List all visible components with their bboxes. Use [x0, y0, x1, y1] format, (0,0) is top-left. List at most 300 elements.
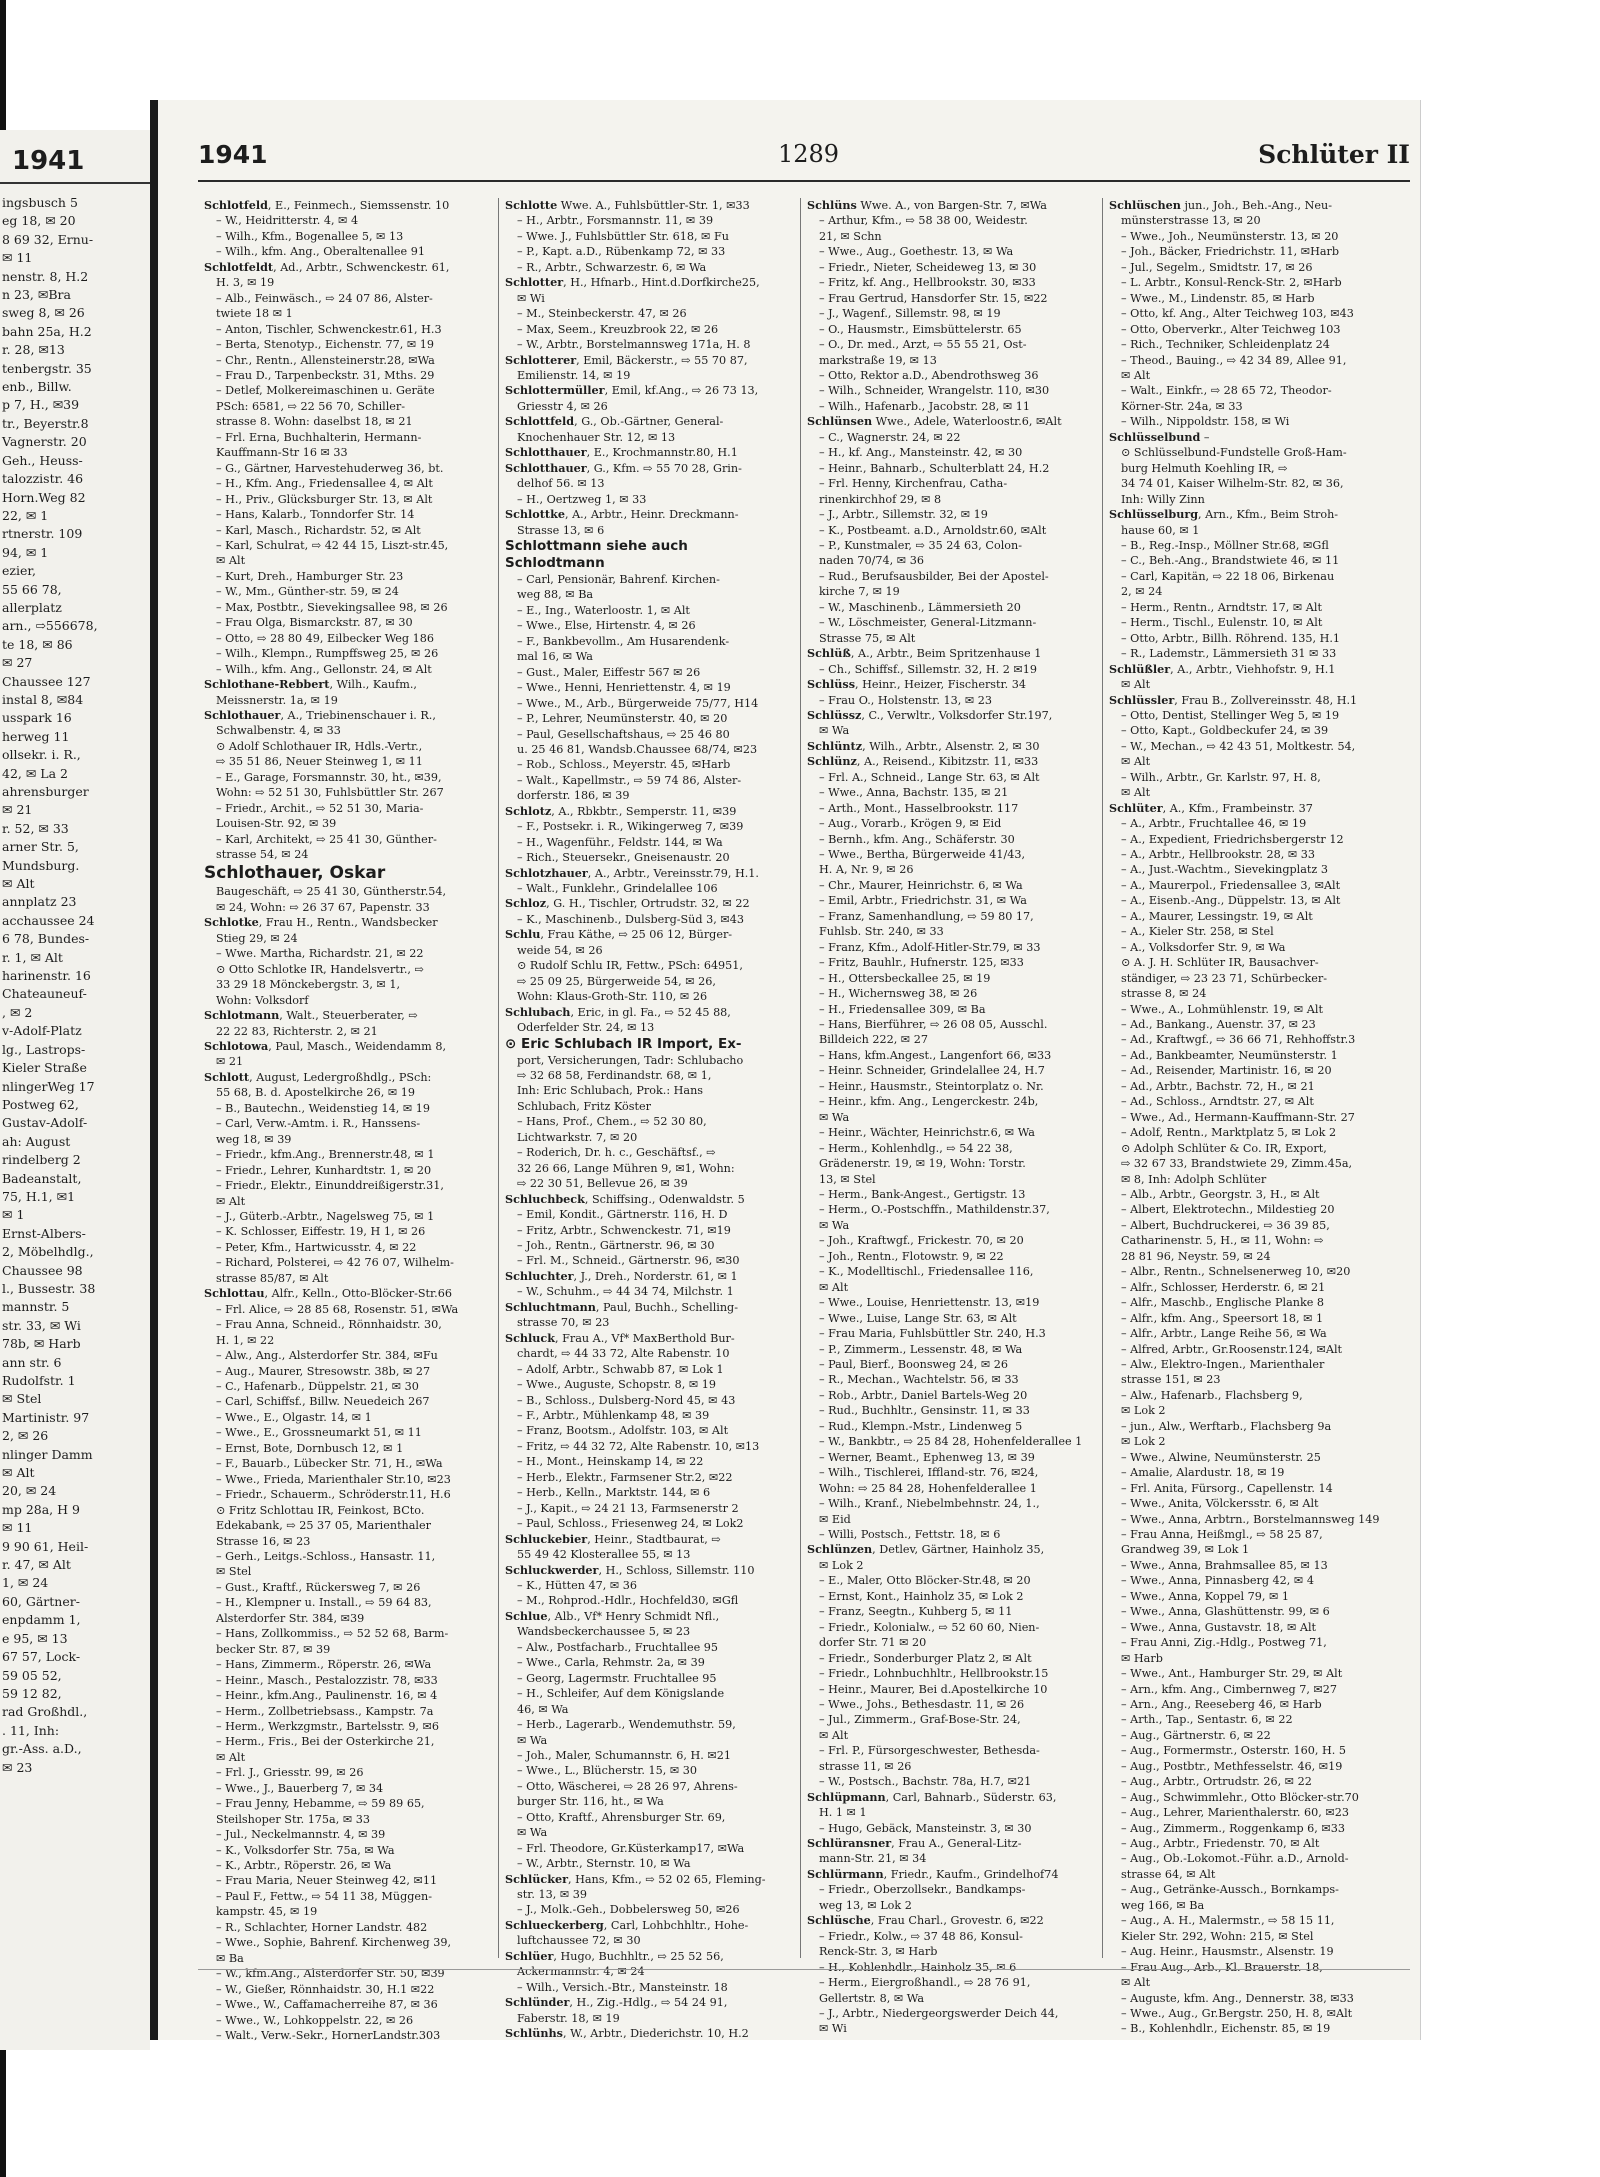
entry-line: – Carl, Schiffsf., Billw. Neuedeich 267 — [216, 1395, 430, 1409]
entry-line: – Alb., Feinwäsch., ⇨ 24 07 86, Alster- — [216, 291, 433, 305]
surname-entry — [198, 1008, 484, 1023]
entry-line: – Arth., Mont., Hasselbrookstr. 117 — [819, 801, 1019, 815]
entry-line: – Wwe., Anna, Arbtrn., Borstelmannsweg 149 — [1121, 1512, 1380, 1526]
entry-line: – H., kf. Ang., Mansteinstr. 42, ✉ 30 — [819, 446, 1023, 460]
entry-line: Kieler Str. 292, Wohn: 215, ✉ Stel — [1121, 1929, 1314, 1943]
entry-line: – Frl. J., Griesstr. 99, ✉ 26 — [216, 1766, 364, 1780]
entry-line: – H., Wagenführ., Feldstr. 144, ✉ Wa — [517, 835, 723, 849]
entry-line: ✉ Alt — [1121, 755, 1151, 769]
entry-line: – K., Arbtr., Röperstr. 26, ✉ Wa — [216, 1859, 392, 1873]
entry-line: ⇨ 32 68 58, Ferdinandstr. 68, ✉ 1, — [517, 1069, 712, 1083]
surname: Schluchbeck — [505, 1191, 585, 1206]
surname-entry — [499, 2026, 785, 2041]
entry-line: – Wwe., Anita, Völckersstr. 6, ✉ Alt — [1121, 1497, 1319, 1511]
entry-line: – Ch., Schiffsf., Sillemstr. 32, H. 2 ✉19 — [819, 662, 1037, 676]
entry-line: – Werner, Beamt., Ephenweg 13, ✉ 39 — [819, 1450, 1035, 1464]
entry-line: – K. Schlosser, Eiffestr. 19, H 1, ✉ 26 — [216, 1225, 426, 1239]
entry-line: – Fritz, ⇨ 44 32 72, Alte Rabenstr. 10, ✉13 — [517, 1439, 760, 1453]
surname-entry — [1103, 198, 1389, 213]
entry-line: strasse 70, ✉ 23 — [517, 1316, 610, 1330]
entry-line: – Frau Anna, Schneid., Rönnhaidstr. 30, — [216, 1318, 442, 1332]
entry-line: – Frau Gertrud, Hansdorfer Str. 15, ✉22 — [819, 291, 1048, 305]
entry-line: – F., Postsekr. i. R., Wikingerweg 7, ✉39 — [517, 820, 744, 834]
entry-line: Strasse 16, ✉ 23 — [216, 1534, 311, 1548]
page-header — [198, 140, 1410, 182]
entry-line: Wohn: Volksdorf — [216, 993, 309, 1007]
entry-line: – Hans, Zollkommiss., ⇨ 52 52 68, Barm- — [216, 1627, 449, 1641]
entry-details: , Ad., Arbtr., Schwenckestr. 61, — [273, 260, 450, 274]
entry-line: – Adolf, Arbtr., Schwabb 87, ✉ Lok 1 — [517, 1362, 724, 1376]
entry-columns — [198, 198, 1418, 2043]
entry-line: – Franz, Samenhandlung, ⇨ 59 80 17, — [819, 909, 1034, 923]
previous-page-line: sweg 8, ✉ 26 — [2, 305, 85, 321]
previous-page-line: ah: August — [2, 1133, 71, 1149]
entry-line: – Franz, Seegtn., Kuhberg 5, ✉ 11 — [819, 1605, 1013, 1619]
previous-page-line: nlingerWeg 17 — [2, 1078, 95, 1094]
surname-entry — [499, 383, 785, 398]
surname-entry — [1103, 801, 1389, 816]
previous-page-line: 94, ✉ 1 — [2, 544, 49, 560]
surname-entry — [499, 1269, 785, 1284]
entry-line: – Arth., Tap., Sentastr. 6, ✉ 22 — [1121, 1713, 1293, 1727]
entry-line: – H., Schleifer, Auf dem Königslande — [517, 1687, 725, 1701]
entry-line: – Fritz, kf. Ang., Hellbrookstr. 30, ✉33 — [819, 276, 1036, 290]
entry-line: – Hans, Kalarb., Tonndorfer Str. 14 — [216, 508, 415, 522]
entry-details: , Detlev, Gärtner, Hainholz 35, — [872, 1543, 1045, 1557]
entry-line: Wandsbeckerchaussee 5, ✉ 23 — [517, 1625, 691, 1639]
entry-line: – Aug., Zimmerm., Roggenkamp 6, ✉33 — [1121, 1821, 1346, 1835]
entry-line: 55 49 42 Klosterallee 55, ✉ 13 — [517, 1548, 691, 1562]
header-year: 1941 — [198, 140, 268, 169]
previous-page-line: str. 33, ✉ Wi — [2, 1317, 81, 1333]
entry-details: , Hans, Kfm., ⇨ 52 02 65, Fleming- — [567, 1872, 766, 1886]
entry-line: – Frl. Erna, Buchhalterin, Hermann- — [216, 430, 422, 444]
previous-page-line: gr.-Ass. a.D., — [2, 1741, 82, 1757]
entry-line: ⇨ 25 09 25, Bürgerweide 54, ✉ 26, — [517, 974, 716, 988]
entry-line: – Rich., Techniker, Schleidenplatz 24 — [1121, 338, 1330, 352]
previous-page-line: mp 28a, H 9 — [2, 1501, 80, 1517]
entry-line: – Jul., Zimmerm., Graf-Bose-Str. 24, — [819, 1713, 1021, 1727]
entry-line: – H., Klempner u. Install., ⇨ 59 64 83, — [216, 1596, 432, 1610]
previous-page-line: lg., Lastrops- — [2, 1041, 86, 1057]
surname: Schlotter — [505, 275, 564, 290]
surname: Schlottau — [204, 1286, 265, 1301]
entry-line: – Frl. Theodore, Gr.Küsterkamp17, ✉Wa — [517, 1841, 745, 1855]
entry-line: – Wilh., kfm. Ang., Oberaltenallee 91 — [216, 245, 425, 259]
previous-page-line: ezier, — [2, 563, 36, 579]
previous-page-line: rindelberg 2 — [2, 1152, 81, 1168]
entry-details: , Paul, Masch., Weidendamm 8, — [268, 1040, 447, 1054]
entry-line: – Rud., Berufsausbilder, Bei der Apostel- — [819, 569, 1049, 583]
previous-page-line: Postweg 62, — [2, 1096, 79, 1112]
surname: Schlotke — [204, 915, 259, 930]
surname: Schlotthauer — [505, 445, 587, 460]
entry-line: – Frau Maria, Fuhlsbüttler Str. 240, H.3 — [819, 1327, 1046, 1341]
entry-line: – Wwe., M., Lindenstr. 85, ✉ Harb — [1121, 291, 1315, 305]
surname-entry — [198, 915, 484, 930]
surname-entry — [1103, 662, 1389, 677]
entry-line: Wohn: ⇨ 52 51 30, Fuhlsbüttler Str. 267 — [216, 786, 444, 800]
entry-line: – Wwe., Ad., Hermann-Kauffmann-Str. 27 — [1121, 1110, 1355, 1124]
entry-line: – Carl, Pensionär, Bahrenf. Kirchen- — [517, 572, 720, 586]
previous-page-year: 1941 — [0, 130, 150, 184]
entry-line: – Carl, Verw.-Amtm. i. R., Hanssens- — [216, 1117, 421, 1131]
entry-line: – E., Maler, Otto Blöcker-Str.48, ✉ 20 — [819, 1574, 1031, 1588]
entry-line: – A., Volksdorfer Str. 9, ✉ Wa — [1121, 940, 1286, 954]
entry-line: Griesstr 4, ✉ 26 — [517, 399, 608, 413]
surname: Schlubach — [505, 1004, 571, 1019]
surname: Schlüssz — [807, 707, 862, 722]
entry-line: ✉ Wa — [517, 1826, 548, 1840]
entry-line: – Wwe., A., Lohmühlenstr. 19, ✉ Alt — [1121, 1002, 1323, 1016]
surname: Schlünzen — [807, 1542, 873, 1557]
entry-line: ✉ Lok 2 — [819, 1558, 864, 1572]
entry-line: – Frau D., Tarpenbeckstr. 31, Mths. 29 — [216, 368, 435, 382]
entry-line: – H., Mont., Heinskamp 14, ✉ 22 — [517, 1455, 704, 1469]
entry-line: – Heinr., Bahnarb., Schulterblatt 24, H.2 — [819, 461, 1050, 475]
entry-line: – Hugo, Gebäck, Mansteinstr. 3, ✉ 30 — [819, 1821, 1032, 1835]
entry-line: – Wilh., Kranf., Niebelmbehnstr. 24, 1., — [819, 1497, 1040, 1511]
surname-entry — [499, 1532, 785, 1547]
entry-line: – F., Bauarb., Lübecker Str. 71, H., ✉Wa — [216, 1457, 443, 1471]
entry-line: ständiger, ⇨ 23 23 71, Schürbecker- — [1121, 971, 1327, 985]
entry-line: – Gerh., Leitgs.-Schloss., Hansastr. 11, — [216, 1549, 436, 1563]
entry-line: – Wwe., L., Blücherstr. 15, ✉ 30 — [517, 1764, 698, 1778]
entry-line: – Frau Maria, Neuer Steinweg 42, ✉11 — [216, 1874, 438, 1888]
entry-line: – Wwe., E., Grossneumarkt 51, ✉ 11 — [216, 1426, 422, 1440]
surname-entry — [499, 927, 785, 942]
previous-page-line: arner Str. 5, — [2, 839, 79, 855]
entry-line: – Arn., kfm. Ang., Cimbernweg 7, ✉27 — [1121, 1682, 1338, 1696]
surname-entry — [499, 1331, 785, 1346]
surname: Schloz — [505, 896, 547, 911]
previous-page-line: Badeanstalt, — [2, 1170, 82, 1186]
entry-line: strasse 11, ✉ 26 — [819, 1759, 912, 1773]
entry-line: – Ad., Schloss., Arndtstr. 27, ✉ Alt — [1121, 1095, 1314, 1109]
entry-line: – Heinr. Schneider, Grindelallee 24, H.7 — [819, 1064, 1045, 1078]
entry-line: ⊙ Adolf Schlothauer IR, Hdls.-Vertr., — [216, 739, 423, 753]
previous-page-line: Rudolfstr. 1 — [2, 1373, 76, 1388]
entry-line: – Wwe., Carla, Rehmstr. 2a, ✉ 39 — [517, 1656, 705, 1670]
entry-line: – Friedr., Elektr., Einunddreißigerstr.31, — [216, 1179, 444, 1193]
previous-page-line: ✉ Stel — [2, 1391, 42, 1407]
entry-line: – Wwe., Else, Hirtenstr. 4, ✉ 26 — [517, 619, 696, 633]
surname-entry — [499, 198, 785, 213]
entry-line: ✉ Alt — [1121, 786, 1151, 800]
entry-details: , H., Hfnarb., Hint.d.Dorfkirche25, — [563, 276, 760, 290]
entry-line: – M., Rohprod.-Hdlr., Hochfeld30, ✉Gfl — [517, 1594, 739, 1608]
entry-line: – Frau Anna, Heißmgl., ⇨ 58 25 87, — [1121, 1527, 1323, 1541]
entry-details: , Eric, in gl. Fa., ⇨ 52 45 88, — [570, 1005, 731, 1019]
previous-page-line: ✉ 1 — [2, 1207, 25, 1223]
entry-line: chardt, ⇨ 44 33 72, Alte Rabenstr. 10 — [517, 1347, 730, 1361]
previous-page-line: harinenstr. 16 — [2, 968, 91, 984]
entry-details: , A., Arbtr., Beim Spritzenhause 1 — [850, 647, 1042, 661]
entry-line: – Willi, Postsch., Fettstr. 18, ✉ 6 — [819, 1527, 1001, 1541]
entry-line: – H., Priv., Glücksburger Str. 13, ✉ Alt — [216, 492, 433, 506]
entry-line: – Wwe., Auguste, Schopstr. 8, ✉ 19 — [517, 1378, 717, 1392]
entry-line: – L. Arbtr., Konsul-Renck-Str. 2, ✉Harb — [1121, 276, 1342, 290]
entry-line: – Ad., Bankang., Auenstr. 37, ✉ 23 — [1121, 1018, 1316, 1032]
previous-page-line: 42, ✉ La 2 — [2, 765, 68, 781]
entry-line: ✉ Lok 2 — [1121, 1435, 1166, 1449]
entry-line: – Heinr., Masch., Pestalozzistr. 78, ✉33 — [216, 1673, 438, 1687]
entry-line: ✉ 21 — [216, 1055, 244, 1069]
entry-line: naden 70/74, ✉ 36 — [819, 554, 924, 568]
entry-line: – Wwe., Johs., Bethesdastr. 11, ✉ 26 — [819, 1697, 1025, 1711]
page-number: 1289 — [778, 140, 840, 168]
entry-line: – Friedr., Kolw., ⇨ 37 48 86, Konsul- — [819, 1929, 1023, 1943]
entry-line: – Hans, Bierführer, ⇨ 26 08 05, Ausschl. — [819, 1018, 1048, 1032]
entry-line: port, Versicherungen, Tadr: Schlubacho — [517, 1053, 744, 1067]
entry-line: – Frl. P., Fürsorgeschwester, Bethesda- — [819, 1744, 1040, 1758]
entry-line: strasse 8. Wohn: daselbst 18, ✉ 21 — [216, 415, 413, 429]
surname-entry — [198, 708, 484, 723]
entry-line: H. 1 ✉ 1 — [819, 1806, 867, 1820]
previous-page-line: 55 66 78, — [2, 581, 62, 597]
previous-page-line: ✉ 11 — [2, 1520, 33, 1536]
entry-line: – H., Arbtr., Forsmannstr. 11, ✉ 39 — [517, 214, 714, 228]
surname-entry — [801, 414, 1087, 429]
entry-line: – A., Just.-Wachtm., Sievekingplatz 3 — [1121, 863, 1328, 877]
entry-line: – Alfr., Arbtr., Lange Reihe 56, ✉ Wa — [1121, 1327, 1327, 1341]
entry-line: ✉ Alt — [1121, 678, 1151, 692]
surname: Schlottfeld — [505, 414, 575, 429]
previous-page-line: 78b, ✉ Harb — [2, 1336, 81, 1352]
entry-line: – W., Mm., Günther-str. 59, ✉ 24 — [216, 585, 399, 599]
previous-page-line: rtnerstr. 109 — [2, 526, 83, 542]
entry-line: PSch: 6581, ⇨ 22 56 70, Schiller- — [216, 399, 406, 413]
entry-line: – W., Arbtr., Borstelmannsweg 171a, H. 8 — [517, 338, 751, 352]
entry-line: – Aug., Gärtnerstr. 6, ✉ 22 — [1121, 1728, 1271, 1742]
previous-page-line: Ernst-Albers- — [2, 1225, 86, 1241]
entry-line: ✉ 8, Inh: Adolph Schlüter — [1121, 1172, 1267, 1186]
surname: Schlürmann — [807, 1866, 884, 1881]
entry-line: – P., Kapt. a.D., Rübenkamp 72, ✉ 33 — [517, 245, 726, 259]
entry-line: – Walt., Verw.-Sekr., HornerLandstr.303 — [216, 2029, 441, 2043]
entry-line: münsterstrasse 13, ✉ 20 — [1121, 214, 1261, 228]
entry-line: – Wwe., Anna, Bachstr. 135, ✉ 21 — [819, 786, 1009, 800]
entry-line: – Frau Aug., Arb., Kl. Brauerstr. 18, — [1121, 1960, 1323, 1974]
entry-line: ✉ Alt — [1121, 368, 1151, 382]
previous-page-line: eg 18, ✉ 20 — [2, 213, 76, 229]
previous-page-line: 6 78, Bundes- — [2, 931, 90, 947]
entry-line: – R., Mechan., Wachtelstr. 56, ✉ 33 — [819, 1373, 1019, 1387]
entry-line: – Friedr., Lehrer, Kunhardtstr. 1, ✉ 20 — [216, 1163, 432, 1177]
entry-line: – Wwe., Bertha, Bürgerweide 41/43, — [819, 848, 1026, 862]
entry-details: , Hugo, Buchhltr., ⇨ 25 52 56, — [553, 1949, 724, 1963]
previous-page-line: ✉ Alt — [2, 1465, 35, 1481]
surname-entry — [499, 461, 785, 476]
entry-line: – Rud., Buchhltr., Gensinstr. 11, ✉ 33 — [819, 1404, 1030, 1418]
surname-entry — [499, 866, 785, 881]
entry-line: Catharinenstr. 5, H., ✉ 11, Wohn: ⇨ — [1121, 1234, 1324, 1248]
entry-line: – A., Eisenb.-Ang., Düppelstr. 13, ✉ Alt — [1121, 894, 1341, 908]
entry-line: – Alw., Elektro-Ingen., Marienthaler — [1121, 1357, 1325, 1371]
previous-page-line: Chaussee 127 — [2, 673, 91, 689]
surname-entry — [499, 1563, 785, 1578]
entry-line: – B., Reg.-Insp., Möllner Str.68, ✉Gfl — [1121, 538, 1329, 552]
entry-line: – Otto, Rektor a.D., Abendrothsweg 36 — [819, 368, 1039, 382]
entry-line: – Hans, kfm.Angest., Langenfort 66, ✉33 — [819, 1048, 1052, 1062]
entry-line: – Walt., Einkfr., ⇨ 28 65 72, Theodor- — [1121, 384, 1332, 398]
entry-line: Billdeich 222, ✉ 27 — [819, 1033, 928, 1047]
entry-details: , A., Arbtr., Heinr. Dreckmann- — [564, 508, 739, 522]
entry-line: – Herm., Fris., Bei der Osterkirche 21, — [216, 1735, 435, 1749]
surname: Schlüßler — [1109, 661, 1171, 676]
entry-line: 13, ✉ Stel — [819, 1172, 876, 1186]
entry-line: – F., Bankbevollm., Am Husarendenk- — [517, 634, 730, 648]
surname: Schluck — [505, 1330, 555, 1345]
previous-page-line: instal 8, ✉84 — [2, 691, 84, 707]
entry-line: Renck-Str. 3, ✉ Harb — [819, 1945, 938, 1959]
surname-entry — [801, 1542, 1087, 1557]
entry-details: , Walt., Steuerberater, ⇨ — [279, 1009, 418, 1023]
entry-line: – Wwe., Alwine, Neumünsterstr. 25 — [1121, 1450, 1321, 1464]
surname-entry — [801, 754, 1087, 769]
entry-line: – Wwe. J., Fuhlsbüttler Str. 618, ✉ Fu — [517, 229, 729, 243]
entry-line: – H., Ottersbeckallee 25, ✉ 19 — [819, 971, 991, 985]
bottom-rule — [198, 1969, 1410, 1970]
entry-details: – — [1200, 430, 1210, 444]
entry-line: – Alfr., kfm. Ang., Speersort 18, ✉ 1 — [1121, 1311, 1324, 1325]
entry-details: , E., Feinmech., Siemssenstr. 10 — [267, 199, 450, 212]
entry-line: – Aug., A. H., Malermstr., ⇨ 58 15 11, — [1121, 1914, 1335, 1928]
surname-entry — [198, 1286, 484, 1301]
entry-line: – K., Hütten 47, ✉ 36 — [517, 1578, 638, 1592]
entry-line: strasse 64, ✉ Alt — [1121, 1867, 1216, 1881]
entry-line: ⇨ 32 67 33, Brandstwiete 29, Zimm.45a, — [1121, 1157, 1353, 1171]
previous-page-line: ✉ 23 — [2, 1759, 33, 1775]
entry-details: , Frau H., Rentn., Wandsbecker — [258, 916, 438, 930]
entry-line: Körner-Str. 24a, ✉ 33 — [1121, 399, 1243, 413]
surname: Schlüransner — [807, 1836, 892, 1851]
entry-line: Schwalbenstr. 4, ✉ 33 — [216, 724, 341, 738]
entry-line: – Herb., Kelln., Marktstr. 144, ✉ 6 — [517, 1486, 711, 1500]
entry-line: ✉ Wa — [819, 1218, 850, 1232]
surname-entry — [499, 804, 785, 819]
entry-line: ✉ Alt — [216, 1194, 246, 1208]
surname: Schluckebier — [505, 1531, 588, 1546]
entry-line: – Franz, Bootsm., Adolfstr. 103, ✉ Alt — [517, 1424, 729, 1438]
entry-line: markstraße 19, ✉ 13 — [819, 353, 937, 367]
entry-line: – A., Kieler Str. 258, ✉ Stel — [1121, 925, 1274, 939]
entry-line: luftchaussee 72, ✉ 30 — [517, 1934, 641, 1948]
surname-entry — [801, 1836, 1087, 1851]
surname-entry — [499, 1609, 785, 1624]
entry-line: – Chr., Rentn., Allensteinerstr.28, ✉Wa — [216, 353, 435, 367]
previous-page-line: 59 12 82, — [2, 1685, 62, 1701]
entry-line: 46, ✉ Wa — [517, 1702, 569, 1716]
entry-line: – Otto, Oberverkr., Alter Teichweg 103 — [1121, 322, 1341, 336]
entry-line: Steilshoper Str. 175a, ✉ 33 — [216, 1812, 370, 1826]
entry-line: ✉ Alt — [216, 554, 246, 568]
entry-line: H. 1, ✉ 22 — [216, 1333, 275, 1347]
entry-line: – Berta, Stenotyp., Eichenstr. 77, ✉ 19 — [216, 338, 435, 352]
surname-entry — [499, 445, 785, 460]
entry-line: Kauffmann-Str 16 ✉ 33 — [216, 446, 348, 460]
entry-line: Alsterdorfer Str. 384, ✉39 — [216, 1611, 365, 1625]
entry-line: weg 13, ✉ Lok 2 — [819, 1898, 912, 1912]
surname-entry — [801, 739, 1087, 754]
display-entry: Schlottmann siehe auch Schlodtmann — [505, 537, 688, 571]
entry-line: mal 16, ✉ Wa — [517, 650, 593, 664]
previous-page-line: enpdamm 1, — [2, 1612, 81, 1628]
surname: Schlüsselbund — [1109, 429, 1201, 444]
entry-line: Meissnerstr. 1a, ✉ 19 — [216, 693, 338, 707]
entry-line: – Frl. M., Schneid., Gärtnerstr. 96, ✉30 — [517, 1254, 740, 1268]
surname: Schlüss — [807, 677, 856, 692]
previous-page-line: n 23, ✉Bra — [2, 287, 71, 303]
entry-line: dorferstr. 186, ✉ 39 — [517, 789, 630, 803]
entry-line: – Alfred, Arbtr., Gr.Roosenstr.124, ✉Alt — [1121, 1342, 1343, 1356]
entry-line: dorfer Str. 71 ✉ 20 — [819, 1636, 927, 1650]
entry-line: – W., Bankbtr., ⇨ 25 84 28, Hohenfelderallee 1 — [819, 1435, 1083, 1449]
entry-line: – Heinr., Maurer, Bei d.Apostelkirche 10 — [819, 1682, 1048, 1696]
entry-line: – jun., Alw., Werftarb., Flachsberg 9a — [1121, 1419, 1332, 1433]
entry-details: , Frau A., Vf* MaxBerthold Bur- — [554, 1331, 735, 1345]
entry-line: Gellertstr. 8, ✉ Wa — [819, 1991, 925, 2005]
entry-line: ✉ Harb — [1121, 1651, 1163, 1665]
previous-page-line: e 95, ✉ 13 — [2, 1630, 68, 1646]
surname-entry — [801, 198, 1087, 213]
entry-line: – Franz, Kfm., Adolf-Hitler-Str.79, ✉ 33 — [819, 940, 1041, 954]
entry-line: – Paul, Gesellschaftshaus, ⇨ 25 46 80 — [517, 727, 730, 741]
entry-line: – Chr., Maurer, Heinrichstr. 6, ✉ Wa — [819, 878, 1023, 892]
entry-line: ⊙ Fritz Schlottau IR, Feinkost, BCto. — [216, 1503, 425, 1517]
entry-line: weg 88, ✉ Ba — [517, 588, 594, 602]
entry-line: – Ernst, Bote, Dornbusch 12, ✉ 1 — [216, 1441, 404, 1455]
entry-line: – Joh., Maler, Schumannstr. 6, H. ✉21 — [517, 1748, 732, 1762]
surname: Schlueckerberg — [505, 1917, 604, 1932]
entry-line: – Heinr., Hausmstr., Steintorplatz o. Nr. — [819, 1079, 1044, 1093]
entry-line: – Herm., Rentn., Arndtstr. 17, ✉ Alt — [1121, 600, 1322, 614]
surname: Schlott — [204, 1069, 250, 1084]
entry-line: Emilienstr. 14, ✉ 19 — [517, 368, 631, 382]
surname-entry — [801, 677, 1087, 692]
surname: Schlotterer — [505, 352, 577, 367]
surname: Schlüer — [505, 1948, 554, 1963]
previous-page-line: ✉ Alt — [2, 876, 35, 892]
entry-line: – Wwe., Joh., Neumünsterstr. 13, ✉ 20 — [1121, 229, 1339, 243]
entry-line: ✉ Stel — [216, 1565, 252, 1579]
entry-line: Stieg 29, ✉ 24 — [216, 931, 298, 945]
entry-line: – Joh., Rentn., Gärtnerstr. 96, ✉ 30 — [517, 1239, 715, 1252]
surname-entry — [801, 1913, 1087, 1928]
entry-line: ✉ Alt — [216, 1750, 246, 1764]
entry-details: Wwe. A., von Bargen-Str. 7, ✉Wa — [856, 199, 1047, 212]
entry-line: – Aug., Schwimmlehr., Otto Blöcker-str.70 — [1121, 1790, 1359, 1804]
entry-details: , W., Arbtr., Diederichstr. 10, H.2 — [562, 2027, 749, 2041]
entry-details: , G., Kfm. ⇨ 55 70 28, Grin- — [586, 461, 742, 475]
entry-details: Wwe. A., Fuhlsbüttler-Str. 1, ✉33 — [557, 199, 750, 212]
entry-line: – H., Kohlenhdlr., Hainholz 35, ✉ 6 — [819, 1960, 1017, 1974]
entry-line: – Herb., Elektr., Farmsener Str.2, ✉22 — [517, 1470, 733, 1484]
surname: Schlotzhauer — [505, 865, 588, 880]
entry-line: Strasse 75, ✉ Alt — [819, 631, 916, 645]
entry-line: – Herm., Werkzgmstr., Bartelsstr. 9, ✉6 — [216, 1719, 440, 1733]
entry-line: – Friedr., Archit., ⇨ 52 51 30, Maria- — [216, 801, 424, 815]
entry-line: ⇨ 22 30 51, Bellevue 26, ✉ 39 — [517, 1177, 688, 1191]
entry-line: – Otto, Arbtr., Billh. Röhrend. 135, H.1 — [1121, 631, 1341, 645]
entry-line: – R., Lademstr., Lämmersieth 31 ✉ 33 — [1121, 647, 1337, 661]
entry-line: – Walt., Funklehr., Grindelallee 106 — [517, 882, 718, 896]
entry-line: Grandweg 39, ✉ Lok 1 — [1121, 1543, 1250, 1557]
entry-line: – Emil, Arbtr., Friedrichstr. 31, ✉ Wa — [819, 894, 1027, 908]
entry-line: str. 13, ✉ 39 — [517, 1888, 587, 1902]
previous-page-line: 60, Gärtner- — [2, 1593, 80, 1609]
entry-line: – Alw., Hafenarb., Flachsberg 9, — [1121, 1388, 1303, 1402]
